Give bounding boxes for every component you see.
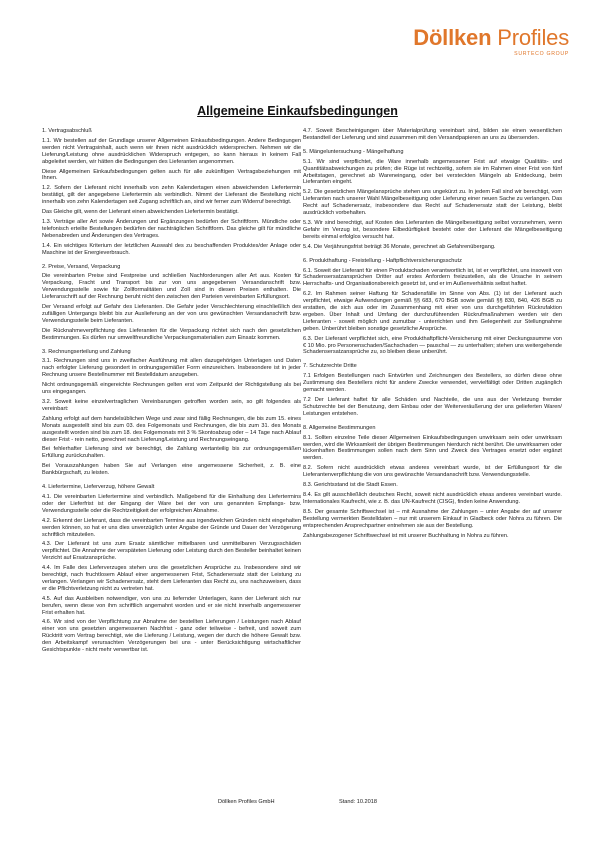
clause-paragraph: Der Versand erfolgt auf Gefahr des Lieferanten. Die Gefahr jeder Verschlechterung einschließlich des zufälligen Untergangs bleibt bis zur Auslieferung an der von uns gewünschten Versandanschrift bzw. Verwendungsstelle beim Lieferanten.: [42, 304, 301, 324]
clause-paragraph: 5.4. Die Verjährungsfrist beträgt 36 Monate, gerechnet ab Gefahrenübergang.: [303, 243, 496, 250]
clause-paragraph: 1.3. Verträge aller Art sowie Änderungen und Ergänzungen bedürfen der Schriftform. Mündliche oder telefonisch erteilte Bestellungen bedürfen der nachträglichen Schriftform. Das gleiche gilt für mündliche Nebenabreden und Änderungen des Vertrages.: [42, 218, 301, 239]
clause-paragraph: 6.1. Soweit der Lieferant für einen Produktschaden verantwortlich ist, ist er verpflichtet, uns insoweit von Schadensersatzansprüchen Dritter auf erstes Anfordern freizustellen, als die Ursache in seinem Herrschafts- und Organisationsbereich gesetzt ist, und er im Außenverhältnis selbst haftet.: [303, 267, 562, 288]
clause-paragraph: Nicht ordnungsgemäß eingereichte Rechnungen gelten erst vom Zeitpunkt der Richtigstellung als bei uns eingegangen.: [42, 382, 301, 396]
left-column: [42, 128, 301, 661]
section: [42, 349, 301, 478]
clause-paragraph: Zahlungsbezogener Schriftwechsel ist mit unserer Buchhaltung in Nohra zu führen.: [303, 532, 509, 539]
clause-paragraph: 4.4. Im Falle des Lieferverzuges stehen uns die gesetzlichen Ansprüche zu. Insbesondere sind wir berechtigt, nach fruchtlosem Ablauf einer angemessenen Frist, Schadenersatz statt der Leistung zu verlangen. Verlangen wir Schadenersatz, steht dem Lieferanten das Recht zu, uns nachzuweisen, dass er die Pflichtverletzung nicht zu vertreten hat.: [42, 565, 301, 592]
clause-paragraph: 4.3. Der Lieferant ist uns zum Ersatz sämtlicher mittelbaren und unmittelbaren Verzugsschäden verpflichtet. Die Annahme der verspäteten Lieferung oder Leistung durch den Besteller beinhaltet keinen Verzicht auf Ersatzansprüche.: [42, 541, 301, 562]
company-logo: [413, 26, 569, 57]
right-column: [303, 128, 562, 546]
section-heading: 7. Schutzrechte Dritte: [303, 363, 357, 370]
clause-paragraph: 8.5. Der gesamte Schriftwechsel ist – mit Ausnahme der Zahlungen – unter Angabe der auf unserer Bestellung vermerkten Bestelldaten – nur mit unserem Einkauf in Gladbeck oder Nohra zu führen. Die entsprechenden Ansprechpartner entnehmen sie aus der Bestellung.: [303, 508, 562, 529]
section-heading: 6. Produkthaftung - Freistellung - Haftpflichtversicherungsschutz: [303, 257, 462, 264]
document-title: Allgemeine Einkaufsbedingungen: [197, 104, 398, 118]
clause-paragraph: 5.2. Die gesetzlichen Mängelansprüche stehen uns ungekürzt zu. In jedem Fall sind wir berechtigt, vom Lieferanten nach unserer Wahl Mängelbeseitigung oder Lieferung einer neuen Sache zu verlangen. Das Recht auf Schadenersatz, insbesondere das Recht auf Schadenersatz statt der Leistung, bleibt ausdrücklich vorbehalten.: [303, 189, 562, 217]
section-heading: 1. Vertragsabschluß: [42, 128, 92, 134]
section-heading: 3. Rechnungserteilung und Zahlung: [42, 348, 131, 355]
section: [42, 484, 301, 654]
clause-paragraph: 1.1. Wir bestellen auf der Grundlage unserer Allgemeinen Einkaufsbedingungen. Andere Bedingungen werden nicht Vertragsinhalt, auch wenn wir ihnen nicht ausdrücklich widersprechen. Nehmen wir die Lieferung/Leistung ohne ausdrücklichen Widerspruch entgegen, so kann hieraus in keinem Fall abgeleitet werden, wir hätten die Bedingungen des Lieferanten angenommen.: [42, 137, 301, 165]
logo-wordmark: [413, 26, 569, 50]
clause-paragraph: Die vereinbarten Preise sind Festpreise und schließen Nachforderungen aller Art aus. Kosten für Verpackung, Fracht und Transport bis zur von uns angegebenen Versandanschrift bzw. Verwendungsstelle sowie für Zollformalitäten und Zoll sind in diesen Preisen enthalten. Die Lieferanschrift auf der Rechnung beruht nicht den zwischen den Parteien vereinbarten Erfüllungsort.: [42, 273, 301, 301]
clause-paragraph: 8.1. Sollten einzelne Teile dieser Allgemeinen Einkaufsbedingungen unwirksam sein oder unwirksam werden, wird die Wirksamkeit der übrigen Bestimmungen hierdurch nicht berührt. Die unwirksamen oder lückenhaften Bestimmungen sollen nach dem Sinn und Zweck des Vertrages ersetzt oder ergänzt werden.: [303, 434, 562, 462]
footer-company: Döllken Profiles GmbH: [218, 799, 275, 805]
clause-paragraph: Bei Vorauszahlungen haben Sie auf Verlangen eine angemessene Sicherheit, z. B. eine Bankbürgschaft, zu leisten.: [42, 463, 301, 477]
logo-group-tagline: SURTECO GROUP: [514, 51, 569, 57]
section: [42, 128, 301, 257]
clause-paragraph: Die Rücknahmeverpflichtung des Lieferanten für die Verpackung richtet sich nach den gesetzlichen Bestimmungen. Es dürfen nur umweltfreundliche Verpackungsmaterialien zum Einsatz kommen.: [42, 327, 301, 341]
clause-paragraph: 6.3. Der Lieferant verpflichtet sich, eine Produkthaftpflicht-Versicherung mit einer Deckungssumme von € 10 Mio. pro Personenschaden/Sachschaden — pauschal — zu unterhalten; stehen uns weitergehende Schadensersatzansprüche zu, so bleiben diese unberührt.: [303, 335, 562, 356]
section: [303, 363, 562, 417]
section: [303, 425, 562, 540]
clause-paragraph: 7.2 Der Lieferant haftet für alle Schäden und Nachteile, die uns aus der Verletzung fremder Schutzrechte bei der Benutzung, dem Einbau oder der Weiterveräußerung der uns gelieferten Waren/ Leistungen entstehen.: [303, 397, 562, 417]
clause-paragraph: 5.1. Wir sind verpflichtet, die Ware innerhalb angemessener Frist auf etwaige Qualitäts- und Quantitätsabweichungen zu prüfen; die Rüge ist rechtzeitig, sofern sie im Rahmen einer Frist von fünf Arbeitstagen, gerechnet ab Wareneingang, oder bei versteckten Mängeln ab Entdeckung, beim Lieferanten eingeht.: [303, 158, 562, 186]
clause-paragraph: 4.7. Soweit Bescheinigungen über Materialprüfung vereinbart sind, bilden sie einen wesentlichen Bestandteil der Lieferung und sind zusammen mit den Versandpapieren an uns zu übersenden.: [303, 128, 562, 141]
clause-paragraph: 4.1. Die vereinbarten Liefertermine sind verbindlich. Maßgebend für die Einhaltung des Liefertermins oder der Lieferfrist ist der Eingang der Ware bei der von uns genannten Empfangs- bzw. Verwendungsstelle oder die Rechtzeitigkeit der erfolgreichen Abnahme.: [42, 493, 301, 514]
section-heading: 2. Preise, Versand, Verpackung: [42, 263, 121, 270]
clause-paragraph: 8.3. Gerichtsstand ist die Stadt Essen.: [303, 482, 398, 489]
section: [303, 149, 562, 251]
clause-paragraph: Das Gleiche gilt, wenn der Lieferant einen abweichenden Liefertermin bestätigt.: [42, 209, 239, 216]
clause-paragraph: 1.2. Sofern der Lieferant nicht innerhalb von zehn Kalendertagen einen abweichenden Liefertermin bestätigt, gilt der angegebene Liefertermin als verbindlich. Nimmt der Lieferant die Bestellung nicht innerhalb von zehn Kalendertagen seit Zugang schriftlich an, sind wir ferner zum Widerruf berechtigt.: [42, 185, 301, 206]
clause-paragraph: 8.2. Sofern nicht ausdrücklich etwas anderes vereinbart wurde, ist der Erfüllungsort für die Lieferantenverpflichtung die von uns gewünschte Versandanschrift bzw. Verwendungsstelle.: [303, 465, 562, 479]
clause-paragraph: 8.4. Es gilt ausschließlich deutsches Recht, soweit nicht ausdrücklich etwas anderes vereinbart wurde. Internationales Kaufrecht, wie z. B. das UN-Kaufrecht (CISG), finden keine Anwendung.: [303, 491, 562, 505]
clause-paragraph: 5.3. Wir sind berechtigt, auf Kosten des Lieferanten die Mängelbeseitigung selbst vorzunehmen, wenn Gefahr im Verzug ist, besondere Eilbedürftigkeit besteht oder der Lieferant die Mängelbeseitigung bereits einmal erfolglos versucht hat.: [303, 219, 562, 240]
clause-paragraph: Zahlung erfolgt auf dem handelsüblichen Wege und zwar sind fällig Rechnungen, die bis zum 15. eines Monats ausgestellt sind bis zum 03. des Folgemonats und Rechnungen, die bis zum 31. des Monats ausgestellt worden sind bis zum 18. des Folgemonats mit 3 % Skontoabzug oder – 14 Tage nach Ablauf dieser Frist - rein netto, gerechnet nach Lieferung/Leistung und Rechnungseingang.: [42, 415, 301, 443]
section-heading: 5. Mängeluntersuchung - Mängelhaftung: [303, 148, 404, 155]
clause-paragraph: 3.1. Rechnungen sind uns in zweifacher Ausführung mit allen dazugehörigen Unterlagen und Daten nach erfolgter Lieferung gesondert in ordnungsgemäßer Form einzureichen. Insbesondere ist in jeder Rechnung unsere Bestellnummer mit Bestelldatum anzugeben.: [42, 358, 301, 379]
section: [303, 128, 562, 142]
clause-paragraph: Diese Allgemeinen Einkaufsbedingungen gelten auch für alle zukünftigen Vertragsbeziehungen mit Ihnen.: [42, 168, 301, 182]
clause-paragraph: 1.4. Ein wichtiges Kriterium der letztlichen Auswahl des zu beschaffenden Produktes/der Anlage oder Maschine ist der Energieverbrauch.: [42, 242, 301, 256]
logo-name-bold: Döllken: [413, 25, 492, 50]
clause-paragraph: 4.5. Auf das Ausbleiben notwendiger, von uns zu liefernder Unterlagen, kann der Lieferant sich nur berufen, wenn diese von ihm schriftlich angemahnt worden und er sie nicht innerhalb angemessener Frist erhalten hat.: [42, 595, 301, 616]
footer-date: Stand: 10.2018: [339, 799, 377, 805]
clause-paragraph: 7.1 Erfolgen Bestellungen nach Entwürfen und Zeichnungen des Bestellers, so dürfen diese ohne Zustimmung des Bestellers nicht für andere Zwecke verwendet, vervielfältigt oder Dritten zugänglich gemacht werden.: [303, 373, 562, 394]
section: [303, 258, 562, 357]
section-heading: 8. Allgemeine Bestimmungen: [303, 424, 376, 431]
clause-paragraph: 6.2. Im Rahmen seiner Haftung für Schadensfälle im Sinne von Abs. (1) ist der Lieferant auch verpflichtet, etwaige Aufwendungen gemäß §§ 683, 670 BGB sowie gemäß §§ 830, 840, 426 BGB zu erstatten, die sich aus oder im Zusammenhang mit einer von uns durchgeführten Rückrufaktion ergeben. Über Inhalt und Umfang der durchzuführenden Rückrufmaßnahmen werden wir den Lieferanten - soweit möglich und zumutbar - unterrichten und ihm Gelegenheit zur Stellungnahme geben. Unberührt bleiben sonstige gesetzliche Ansprüche.: [303, 291, 562, 332]
clause-paragraph: 4.2. Erkennt der Lieferant, dass die vereinbarten Termine aus irgendwelchen Gründen nicht eingehalten werden können, so hat er uns dies unverzüglich unter Angabe der Gründe und Dauer der Verzögerung schriftlich mitzuteilen.: [42, 517, 301, 538]
clause-paragraph: 3.2. Soweit keine einzelvertraglichen Vereinbarungen getroffen worden sein, so gilt folgendes als vereinbart:: [42, 399, 301, 412]
clause-paragraph: 4.6. Wir sind von der Verpflichtung zur Abnahme der bestellten Lieferungen / Leistungen nach Ablauf einer von uns gesetzten angemessenen Nachfrist - ganz oder teilweise - befreit, und soweit zum Rücktritt vom Vertrag berechtigt, wie die Lieferung / Leistung, wegen der durch die höhere Gewalt bzw. den Arbeitskampf verursachten Verzögerungen bei uns - unter Berücksichtigung wirtschaftlicher Gesichtspunkte - nicht mehr verwertbar ist.: [42, 619, 301, 654]
logo-name-light: Profiles: [497, 25, 569, 50]
section: [42, 264, 301, 342]
section-heading: 4. Liefertermine, Lieferverzug, höhere Gewalt: [42, 484, 155, 491]
clause-paragraph: Bei fehlerhafter Lieferung sind wir berechtigt, die Zahlung wertanteilig bis zur ordnungsgemäßen Erfüllung zurückzuhalten.: [42, 446, 301, 460]
